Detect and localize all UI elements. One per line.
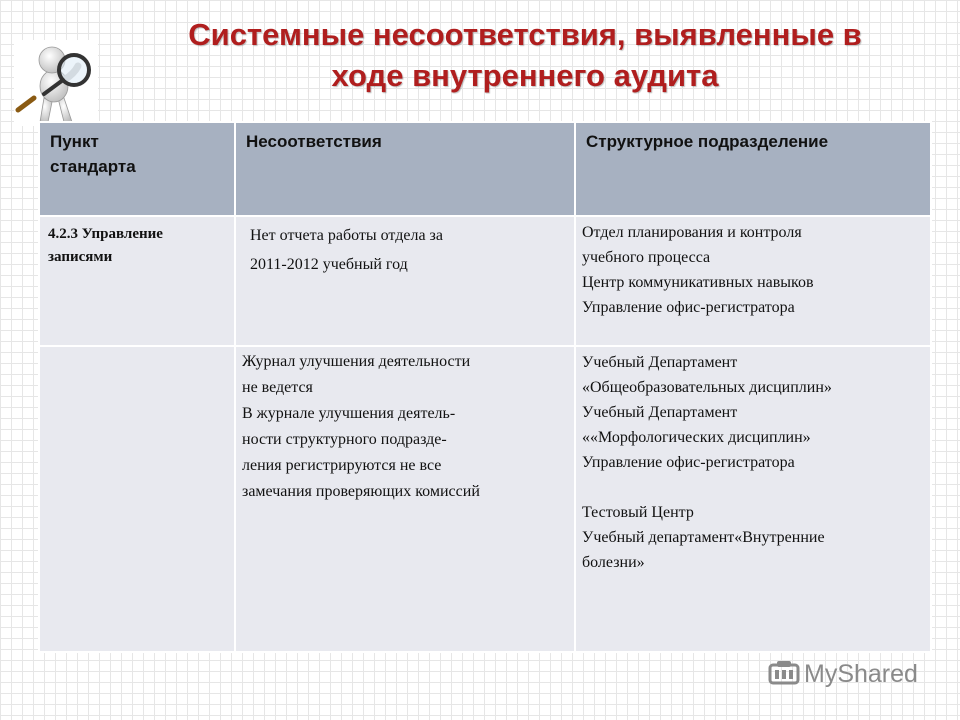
nonconformity-line: 2011-2012 учебный год [250, 256, 408, 273]
title-line-2: ходе внутреннего аудита [331, 58, 719, 93]
header-clause-line-1: Пункт [50, 132, 99, 151]
nonconformity-line: замечания проверяющих комиссий [242, 483, 480, 500]
unit-line: Управление офис-регистратора [582, 299, 795, 316]
table-row [39, 346, 931, 652]
unit-line: «Общеобразовательных дисциплин» [582, 379, 832, 396]
unit-line: учебного процесса [582, 249, 711, 266]
unit-cell [575, 216, 931, 346]
header-nonconformities [235, 122, 575, 216]
header-unit [575, 122, 931, 216]
header-clause-line-2: стандарта [50, 157, 136, 176]
page-title [110, 14, 940, 96]
title-line-1: Системные несоответствия, выявленные в [188, 17, 862, 52]
unit-line: Тестовый Центр [582, 504, 694, 521]
unit-line: Учебный департамент«Внутренние [582, 529, 825, 546]
nonconformity-cell [235, 216, 575, 346]
table-row [39, 216, 931, 346]
header-unit-label: Структурное подразделение [586, 132, 829, 151]
unit-line: ««Морфологических дисциплин» [582, 429, 811, 446]
nonconformity-line: Журнал улучшения деятельности [242, 353, 471, 370]
nonconformity-line: ления регистрируются не все [242, 457, 442, 474]
unit-line: Учебный Департамент [582, 404, 738, 421]
nonconformity-line: ности структурного подразде- [242, 431, 447, 448]
audit-table [38, 121, 932, 653]
unit-line [582, 475, 922, 500]
nonconformity-line: Нет отчета работы отдела за [250, 227, 443, 244]
nonconformity-cell [235, 346, 575, 652]
clause-cell [39, 216, 235, 346]
unit-cell [575, 346, 931, 652]
header-nonconformities-label: Несоответствия [246, 132, 382, 151]
table-header-row [39, 122, 931, 216]
clause-text [40, 347, 234, 353]
unit-line: болезни» [582, 554, 645, 571]
unit-line: Учебный Департамент [582, 354, 738, 371]
nonconformity-line: не ведется [242, 379, 313, 396]
unit-line: Центр коммуникативных навыков [582, 274, 814, 291]
clause-text: 4.2.3 Управление записями [48, 226, 163, 265]
unit-line: Управление офис-регистратора [582, 454, 795, 471]
watermark-text: MyShared [804, 659, 918, 688]
myshared-logo-icon [768, 659, 800, 689]
magnifier-figure-icon [14, 40, 98, 126]
nonconformity-line: В журнале улучшения деятель- [242, 405, 456, 422]
header-clause [39, 122, 235, 216]
clause-cell [39, 346, 235, 652]
myshared-watermark [768, 656, 918, 692]
unit-line: Отдел планирования и контроля [582, 224, 802, 241]
